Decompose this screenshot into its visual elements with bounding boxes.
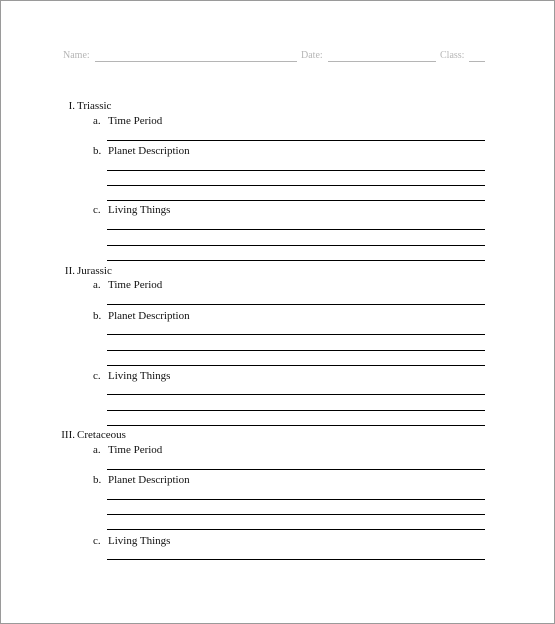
- answer-line[interactable]: [107, 170, 485, 171]
- outline-item: [93, 535, 171, 547]
- item-letter: a.: [93, 115, 101, 127]
- item-letter: b.: [93, 310, 102, 322]
- outline-item: [93, 310, 190, 322]
- item-label: Living Things: [108, 204, 171, 216]
- answer-line[interactable]: [107, 245, 485, 246]
- item-letter: b.: [93, 474, 102, 486]
- date-label: Date:: [301, 50, 323, 61]
- outline-item: [93, 279, 163, 291]
- section-numeral: III.: [61, 429, 75, 441]
- name-label: Name:: [63, 50, 90, 61]
- section-heading: [64, 265, 112, 277]
- section-numeral: I.: [68, 100, 75, 112]
- answer-line[interactable]: [107, 140, 485, 141]
- answer-line[interactable]: [107, 499, 485, 500]
- answer-line[interactable]: [107, 350, 485, 351]
- item-letter: c.: [93, 370, 101, 382]
- item-letter: c.: [93, 535, 101, 547]
- answer-line[interactable]: [107, 529, 485, 530]
- answer-line[interactable]: [107, 425, 485, 426]
- item-label: Time Period: [108, 444, 163, 456]
- item-letter: a.: [93, 279, 101, 291]
- outline-item: [93, 204, 171, 216]
- class-label: Class:: [440, 50, 465, 61]
- item-label: Time Period: [108, 279, 163, 291]
- item-letter: a.: [93, 444, 101, 456]
- section-title: Jurassic: [77, 265, 112, 277]
- item-label: Planet Description: [108, 145, 190, 157]
- item-letter: b.: [93, 145, 102, 157]
- answer-line[interactable]: [107, 304, 485, 305]
- answer-line[interactable]: [107, 185, 485, 186]
- outline-item: [93, 474, 190, 486]
- answer-line[interactable]: [107, 334, 485, 335]
- item-label: Living Things: [108, 535, 171, 547]
- answer-line[interactable]: [107, 365, 485, 366]
- outline-item: [93, 370, 171, 382]
- section-title: Cretaceous: [77, 429, 126, 441]
- item-letter: c.: [93, 204, 101, 216]
- section-title: Triassic: [77, 100, 112, 112]
- answer-line[interactable]: [107, 200, 485, 201]
- section-heading: [61, 429, 126, 441]
- answer-line[interactable]: [107, 469, 485, 470]
- section-heading: [68, 100, 112, 112]
- item-label: Time Period: [108, 115, 163, 127]
- class-blank[interactable]: [469, 61, 485, 62]
- item-label: Planet Description: [108, 310, 190, 322]
- answer-line[interactable]: [107, 394, 485, 395]
- answer-line[interactable]: [107, 514, 485, 515]
- answer-line[interactable]: [107, 410, 485, 411]
- outline-item: [93, 115, 163, 127]
- answer-line[interactable]: [107, 260, 485, 261]
- outline-item: [93, 444, 163, 456]
- date-blank[interactable]: [328, 61, 436, 62]
- item-label: Planet Description: [108, 474, 190, 486]
- outline-item: [93, 145, 190, 157]
- answer-line[interactable]: [107, 229, 485, 230]
- answer-line[interactable]: [107, 559, 485, 560]
- name-blank[interactable]: [95, 61, 297, 62]
- item-label: Living Things: [108, 370, 171, 382]
- section-numeral: II.: [64, 265, 75, 277]
